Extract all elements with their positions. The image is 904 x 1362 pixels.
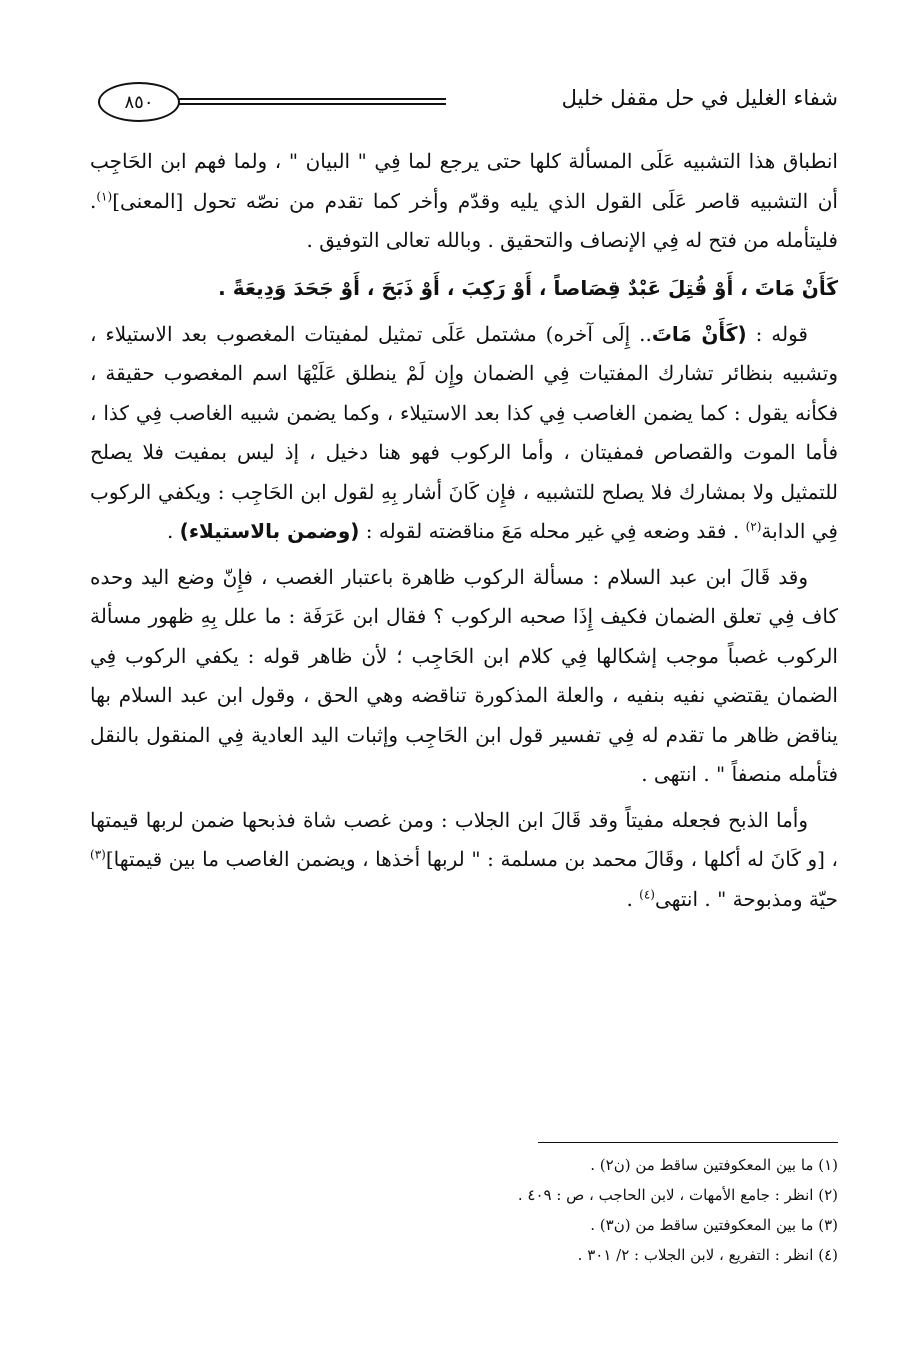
header-rule: [178, 98, 446, 105]
text-run: .: [626, 886, 640, 911]
footnote-2: (٢) انظر : جامع الأمهات ، لابن الحاجب ، ص : ٤٠٩ .: [517, 1186, 838, 1204]
page-number: ٨٥٠: [98, 82, 180, 122]
footnote-4: (٤) انظر : التفريع ، لابن الجلاب : ٢/ ٣٠١ .: [577, 1246, 838, 1264]
text-run: . فقد وضعه فِي غير محله مَعَ مناقضته لقوله :: [359, 519, 746, 543]
footnote-3: (٣) ما بين المعكوفتين ساقط من (ن٣) .: [590, 1216, 838, 1234]
paragraph: [90, 142, 838, 261]
footnote-1: (١) ما بين المعكوفتين ساقط من (ن٢) .: [590, 1156, 838, 1174]
matn-verse: [90, 267, 838, 309]
paragraph: [90, 801, 838, 920]
paragraph: [90, 558, 838, 795]
text-run: .: [166, 519, 180, 543]
quoted-matn: (وضمن بالاستيلاء): [179, 519, 360, 543]
running-head: [98, 82, 838, 126]
footnote-marker: (٢): [745, 519, 762, 534]
footnotes: [200, 1150, 838, 1270]
text-run: . فليتأمله من فتح له فِي الإنصاف والتحقيق . وبالله تعالى التوفيق .: [90, 188, 838, 252]
footnote-separator: [538, 1142, 838, 1143]
text-run: كَأَنْ مَاتَ ، أَوْ قُتِلَ عَبْدٌ قِصَاصاً ، أَوْ رَكِبَ ، أَوْ ذَبَحَ ، أَوْ جَحَدَ وَدِيعَةً .: [218, 275, 838, 300]
footnote-marker: (٣): [90, 847, 106, 862]
text-run: انطباق هذا التشبيه عَلَى المسألة كلها حتى يرجع لما فِي " البيان " ، ولما فهم ابن الحَاجِب أن التشبيه قاصر عَلَى القول الذي يليه وقدّم وأخر كما تقدم من نصّه تحول [المعنى]: [90, 149, 838, 213]
book-title: شفاء الغليل في حل مقفل خليل: [561, 86, 838, 110]
main-text: [90, 142, 838, 919]
text-run: قوله :: [746, 321, 808, 346]
text-run: .. إِلَى آخره) مشتمل عَلَى تمثيل لمفيتات المغصوب بعد الاستيلاء ، وتشبيه بنظائر تشارك المفتيات فِي الضمان وإِن لَمْ ينطلق عَلَيْهَا اسم المغصوب حقيقة ، فكأنه يقول : كما يضمن الغاصب فِي كذا بعد الاستيلاء ، وكما يضمن شبيه الغاصب فِي كذا ، فأما الموت والقصاص فمفيتان ، وأما الركوب فهو هنا دخيل ، إذ ليس بمفيت فلا يصلح للتمثيل ولا بمشارك فلا يصلح للتشبيه ، فإِن كَانَ أشار بِهِ لقول ابن الحَاجِب : ويكفي الركوب فِي الدابة: [90, 321, 838, 543]
text-run: حيّة ومذبوحة " . انتهى: [654, 886, 838, 911]
text-run: وأما الذبح فجعله مفيتاً وقد قَالَ ابن الجلاب : ومن غصب شاة فذبحها ضمن لربها قيمتها ، [و كَانَ له أكلها ، وقَالَ محمد بن مسلمة : " لربها أخذها ، ويضمن الغاصب ما بين قيمتها]: [90, 807, 838, 871]
footnote-marker: (١): [96, 188, 113, 203]
footnote-marker: (٤): [639, 886, 655, 901]
quoted-matn: (كَأَنْ مَاتَ: [651, 321, 747, 346]
paragraph: [90, 315, 838, 552]
text-run: وقد قَالَ ابن عبد السلام : مسألة الركوب ظاهرة باعتبار الغصب ، فإِنّ وضع اليد وحده كاف فِي تعلق الضمان فكيف إِذَا صحبه الركوب ؟ فقال ابن عَرَفَة : ما علل بِهِ ظهور مسألة الركوب غصباً موجب إشكالها فِي كلام ابن الحَاجِب ؛ لأن ظاهر قوله : يكفي الركوب فِي الضمان يقتضي نفيه بنفيه ، والعلة المذكورة تناقضه وهي الحق ، وقول ابن عبد السلام بها يناقض ظاهر ما تقدم له فِي تفسير قول ابن الحَاجِب وإثبات اليد العادية فِي المنقول بالنقل فتأمله منصفاً " . انتهى .: [90, 564, 838, 786]
